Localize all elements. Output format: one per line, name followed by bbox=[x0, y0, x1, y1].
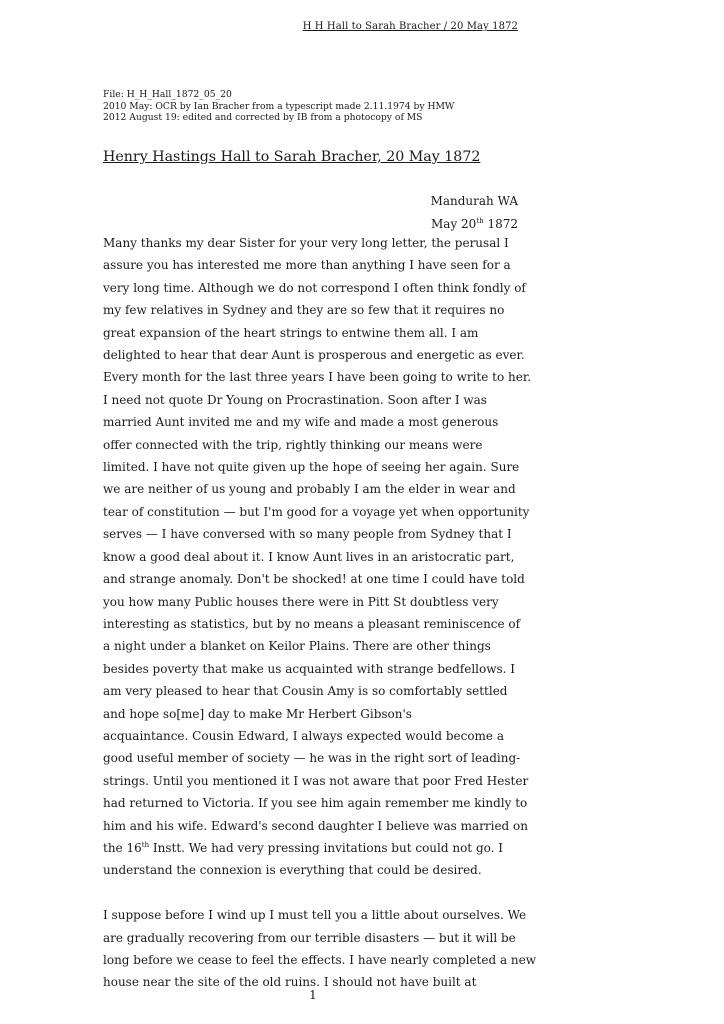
text-line: house near the site of the old ruins. I should not have built at bbox=[103, 975, 477, 990]
text-line: married Aunt invited me and my wife and made a most generous bbox=[103, 415, 499, 430]
text-line: long before we cease to feel the effects. I have nearly completed a new bbox=[103, 952, 537, 967]
file-meta-line: 2012 August 19: edited and corrected by IB from a photocopy of MS bbox=[103, 112, 423, 123]
text-line: we are neither of us young and probably I am the elder in wear and bbox=[103, 482, 516, 497]
text-line: great expansion of the heart strings to entwine them all. I am bbox=[103, 325, 479, 340]
file-metadata bbox=[103, 89, 454, 124]
text-line: serves — I have conversed with so many people from Sydney that I bbox=[103, 527, 512, 542]
letter-address-block bbox=[431, 190, 518, 235]
text-line: I suppose before I wind up I must tell you a little about ourselves. We bbox=[103, 908, 527, 923]
text-fragment: the 16 bbox=[103, 840, 142, 855]
paragraph-break bbox=[103, 882, 521, 904]
letter-place: Mandurah WA bbox=[430, 194, 518, 208]
text-line: good useful member of society — he was in the right sort of leading- bbox=[103, 751, 521, 766]
letter-date-ordinal: th bbox=[476, 216, 484, 225]
letter-date-year: 1872 bbox=[483, 216, 518, 231]
text-line: am very pleased to hear that Cousin Amy is so comfortably settled bbox=[103, 684, 508, 699]
text-line: limited. I have not quite given up the hope of seeing her again. Sure bbox=[103, 460, 520, 475]
text-line: Many thanks my dear Sister for your very long letter, the perusal I bbox=[103, 236, 509, 250]
text-line: had returned to Victoria. If you see him again remember me kindly to bbox=[103, 796, 528, 811]
text-line: tear of constitution — but I'm good for a voyage yet when opportunity bbox=[103, 504, 530, 519]
text-line: assure you has interested me more than anything I have seen for a bbox=[103, 258, 511, 273]
text-line bbox=[103, 837, 521, 859]
text-line: know a good deal about it. I know Aunt lives in an aristocratic part, bbox=[103, 549, 515, 564]
text-line: a night under a blanket on Keilor Plains. There are other things bbox=[103, 639, 491, 654]
text-line: Every month for the last three years I have been going to write to her. bbox=[103, 370, 532, 385]
text-line: offer connected with the trip, rightly thinking our means were bbox=[103, 437, 483, 452]
ordinal-suffix: th bbox=[141, 840, 150, 849]
text-line: my few relatives in Sydney and they are so few that it requires no bbox=[103, 303, 505, 318]
page-number: 1 bbox=[309, 988, 317, 1002]
text-line: you how many Public houses there were in Pitt St doubtless very bbox=[103, 594, 499, 609]
text-line: interesting as statistics, but by no means a pleasant reminiscence of bbox=[103, 616, 521, 631]
text-line: and hope so[me] day to make Mr Herbert Gibson's bbox=[103, 706, 412, 721]
paragraph-1 bbox=[103, 232, 532, 837]
text-fragment: Instt. We had very pressing invitations but could not go. I bbox=[149, 840, 504, 855]
text-line: strings. Until you mentioned it I was not aware that poor Fred Hester bbox=[103, 773, 529, 788]
text-line: very long time. Although we do not correspond I often think fondly of bbox=[103, 280, 526, 295]
paragraph-2 bbox=[103, 904, 537, 994]
text-line: I need not quote Dr Young on Procrastination. Soon after I was bbox=[103, 392, 487, 407]
text-line: understand the connexion is everything that could be desired. bbox=[103, 863, 482, 878]
text-line: delighted to hear that dear Aunt is prosperous and energetic as ever. bbox=[103, 348, 525, 363]
running-header: H H Hall to Sarah Bracher / 20 May 1872 bbox=[302, 21, 518, 32]
text-line: him and his wife. Edward's second daughter I believe was married on bbox=[103, 818, 528, 833]
file-meta-line: File: H_H_Hall_1872_05_20 bbox=[103, 89, 232, 100]
text-line: acquaintance. Cousin Edward, I always expected would become a bbox=[103, 728, 505, 743]
letter-title: Henry Hastings Hall to Sarah Bracher, 20 May 1872 bbox=[103, 149, 481, 165]
text-line: are gradually recovering from our terrible disasters — but it will be bbox=[103, 930, 516, 945]
letter-body bbox=[103, 232, 537, 994]
file-meta-line: 2010 May: OCR by Ian Bracher from a typescript made 2.11.1974 by HMW bbox=[103, 100, 455, 112]
letter-date-prefix: May 20 bbox=[431, 216, 477, 231]
text-line: and strange anomaly. Don't be shocked! at one time I could have told bbox=[103, 572, 525, 587]
text-line: besides poverty that make us acquainted with strange bedfellows. I bbox=[103, 661, 516, 676]
